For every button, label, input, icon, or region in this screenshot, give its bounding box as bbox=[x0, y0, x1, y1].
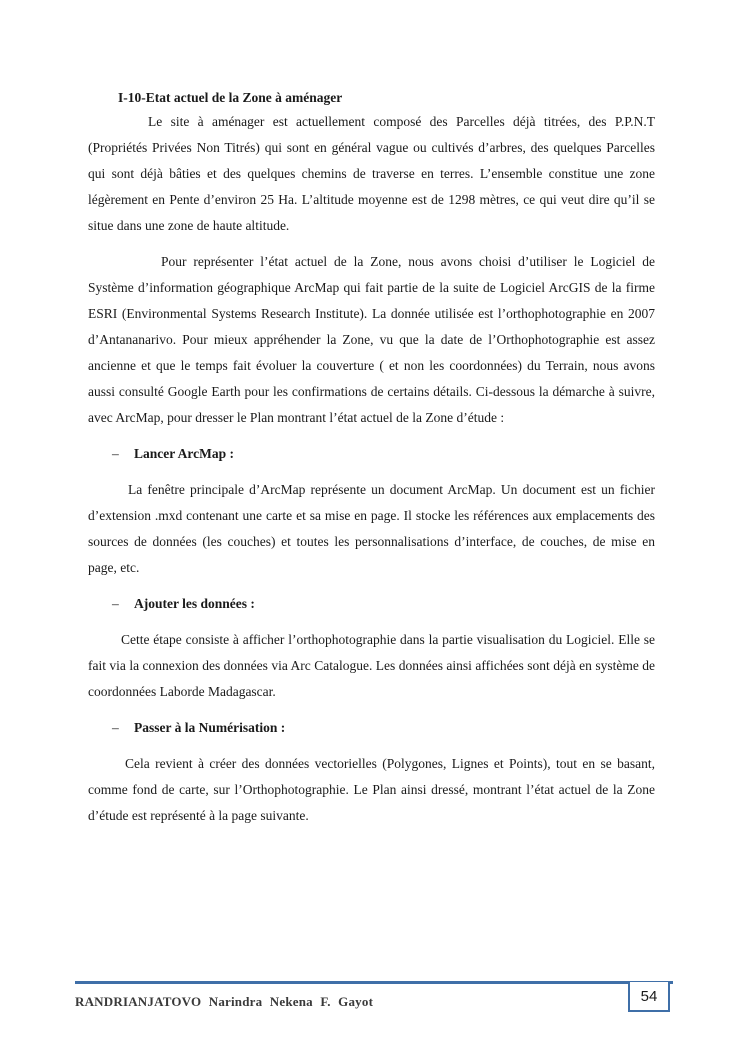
dash-bullet: – bbox=[112, 446, 119, 461]
step-heading-add-data bbox=[112, 591, 655, 617]
dash-bullet: – bbox=[112, 596, 119, 611]
page-number: 54 bbox=[640, 987, 658, 1005]
dash-bullet: – bbox=[112, 720, 119, 735]
page-number-box bbox=[628, 982, 670, 1012]
step-title: Lancer ArcMap : bbox=[134, 446, 234, 461]
footer-author: RANDRIANJATOVO Narindra Nekena F. Gayot bbox=[75, 994, 374, 1009]
step-heading-digitization bbox=[112, 715, 655, 741]
paragraph-site-description: Le site à aménager est actuellement composé des Parcelles déjà titrées, des P.P.N.T (Propriétés Privées Non Titrés) qui sont en général vague ou cultivés d’arbres, des quelques Parcelles qui sont déjà bâties et des quelques chemins de traverse en terres. L’ensemble constitue une zone légèrement en Pente d’environ 25 Ha. L’altitude moyenne est de 1298 mètres, ce qui veut dire qu’il se situe dans une zone de haute altitude. bbox=[88, 114, 655, 233]
section-heading: I-10-Etat actuel de la Zone à aménager bbox=[118, 90, 343, 105]
step-title: Ajouter les données : bbox=[134, 596, 255, 611]
paragraph-add-data: Cette étape consiste à afficher l’orthophotographie dans la partie visualisation du Logiciel. Elle se fait via la connexion des données via Arc Catalogue. Les données ainsi affichées sont déjà en système de coordonnées Laborde Madagascar. bbox=[88, 632, 655, 699]
step-title: Passer à la Numérisation : bbox=[134, 720, 286, 735]
paragraph-launch-arcmap: La fenêtre principale d’ArcMap représente un document ArcMap. Un document est un fichier d’extension .mxd contenant une carte et sa mise en page. Il stocke les références aux emplacements des sources de données (les couches) et toutes les personnalisations d’interface, de couches, de mise en page, etc. bbox=[88, 482, 655, 575]
paragraph-arcmap-intro: Pour représenter l’état actuel de la Zone, nous avons choisi d’utiliser le Logiciel de Système d’information géographique ArcMap qui fait partie de la suite de Logiciel ArcGIS de la firme ESRI (Environmental Systems Research Institute). La donnée utilisée est l’orthophotographie en 2007 d’Antananarivo. Pour mieux appréhender la Zone, vu que la date de l’Orthophotographie est assez ancienne et que le temps fait évoluer la couverture ( et non les coordonnées) du Terrain, nous avons aussi consulté Google Earth pour les confirmations de certains détails. Ci-dessous la démarche à suivre, avec ArcMap, pour dresser le Plan montrant l’état actuel de la Zone d’étude : bbox=[88, 254, 655, 425]
page-body bbox=[88, 88, 655, 829]
paragraph-digitization: Cela revient à créer des données vectorielles (Polygones, Lignes et Points), tout en se basant, comme fond de carte, sur l’Orthophotographie. Le Plan ainsi dressé, montrant l’état actuel de la Zone d’étude est représenté à la page suivante. bbox=[88, 756, 655, 823]
step-heading-launch-arcmap bbox=[112, 441, 655, 467]
footer-divider bbox=[75, 981, 673, 984]
